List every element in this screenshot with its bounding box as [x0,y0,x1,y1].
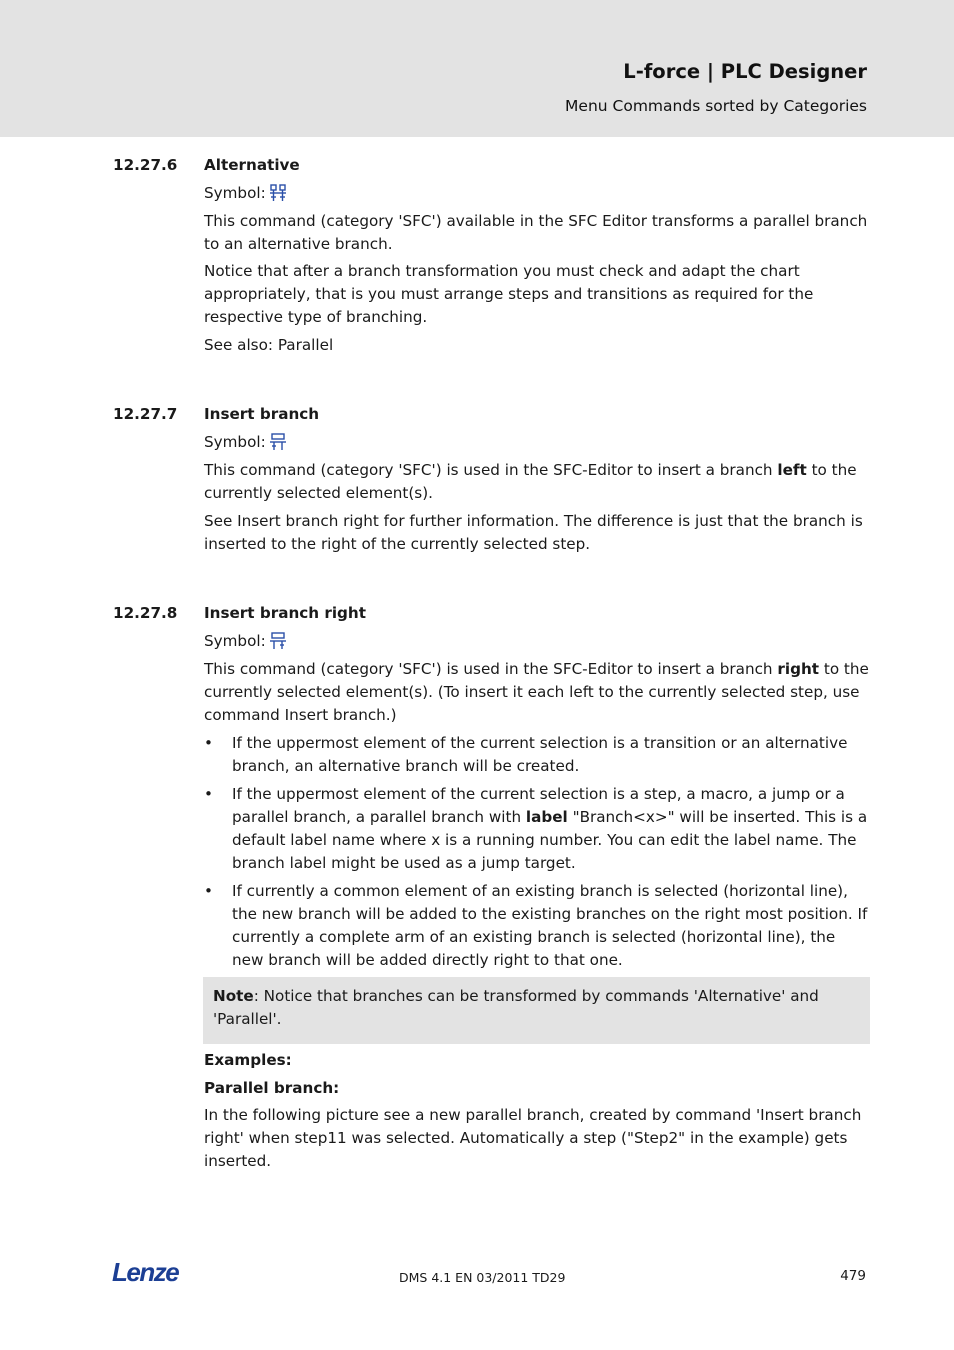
sfc-alternative-icon [270,184,286,209]
bullet-dot: • [204,785,213,803]
logo-text: Lenze [112,1259,179,1285]
paragraph: See Insert branch right for further information. The difference is just that the branch is inserted to the right of the currently selected step. [204,512,863,553]
note-box [203,977,870,1044]
header-title: L-force | PLC Designer [623,60,867,83]
paragraph: In the following picture see a new parallel branch, created by command 'Insert branch right' when step11 was selected. Automatically a step ("Step2" in the example) gets inserted. [204,1106,862,1170]
note-label: Note [213,987,254,1005]
bold-run: left [777,461,807,479]
page-number: 479 [840,1268,866,1284]
footer-doc-id: DMS 4.1 EN 03/2011 TD29 [399,1270,566,1285]
symbol-line-insert-branch [204,431,286,458]
paragraph-see-also: See also: Parallel [204,336,334,354]
paragraph: Notice that after a branch transformation you must check and adapt the chart appropriately, that is you must arrange steps and transitions as required for the respective type of branching. [204,262,814,326]
symbol-label: Symbol: [204,433,266,451]
symbol-label: Symbol: [204,184,266,202]
section-title-insert-branch-right: Insert branch right [204,604,367,622]
examples-heading: Examples: [204,1051,292,1069]
section-number-alternative: 12.27.6 [113,156,178,174]
paragraph: This command (category 'SFC') available in the SFC Editor transforms a parallel branch to an alternative branch. [204,212,868,253]
list-item-text: If the uppermost element of the current selection is a transition or an alternative branch, an alternative branch will be created. [232,734,848,775]
section-number-insert-branch-right: 12.27.8 [113,604,178,622]
symbol-line-alternative [204,182,286,209]
symbol-label: Symbol: [204,632,266,650]
bold-run: label [525,808,568,826]
bold-run: right [777,660,820,678]
section-title-alternative: Alternative [204,156,300,174]
text-run: This command (category 'SFC') is used in the SFC-Editor to insert a branch [204,660,778,678]
page-header [0,0,954,137]
list-item [204,880,870,972]
section-title-insert-branch: Insert branch [204,405,320,423]
parallel-branch-heading: Parallel branch: [204,1079,340,1097]
list-item [204,732,870,778]
header-subtitle: Menu Commands sorted by Categories [565,97,867,115]
list-item-text: If currently a common element of an existing branch is selected (horizontal line), the new branch will be added to the existing branches on the right most position. If currently a complete arm of an existing branch is selected (horizontal line), the new branch will be added directly right to that one. [232,882,868,969]
bullet-list [204,732,870,977]
text-run: to the currently selected element(s). (To insert it each left to the currently selected step, use command Insert branch.) [204,660,869,724]
symbol-line-insert-branch-right [204,630,286,657]
sfc-insert-branch-right-icon [270,632,286,657]
sfc-insert-branch-icon [270,433,286,458]
text-run: to the currently selected element(s). [204,461,857,502]
section-number-insert-branch: 12.27.7 [113,405,178,423]
list-item-text: "Branch<x>" will be inserted. This is a default label name where x is a running number. You can edit the label name. The branch label might be used as a jump target. [232,808,868,872]
list-item-text: If the uppermost element of the current selection is a step, a macro, a jump or a parallel branch, a parallel branch with [232,785,845,826]
lenze-logo [112,1259,192,1289]
text-run: This command (category 'SFC') is used in the SFC-Editor to insert a branch [204,461,778,479]
paragraph [204,658,870,727]
list-item [204,783,870,875]
note-text: : Notice that branches can be transformed by commands 'Alternative' and 'Parallel'. [213,987,819,1028]
bullet-dot: • [204,734,213,752]
bullet-dot: • [204,882,213,900]
paragraph [204,459,870,505]
